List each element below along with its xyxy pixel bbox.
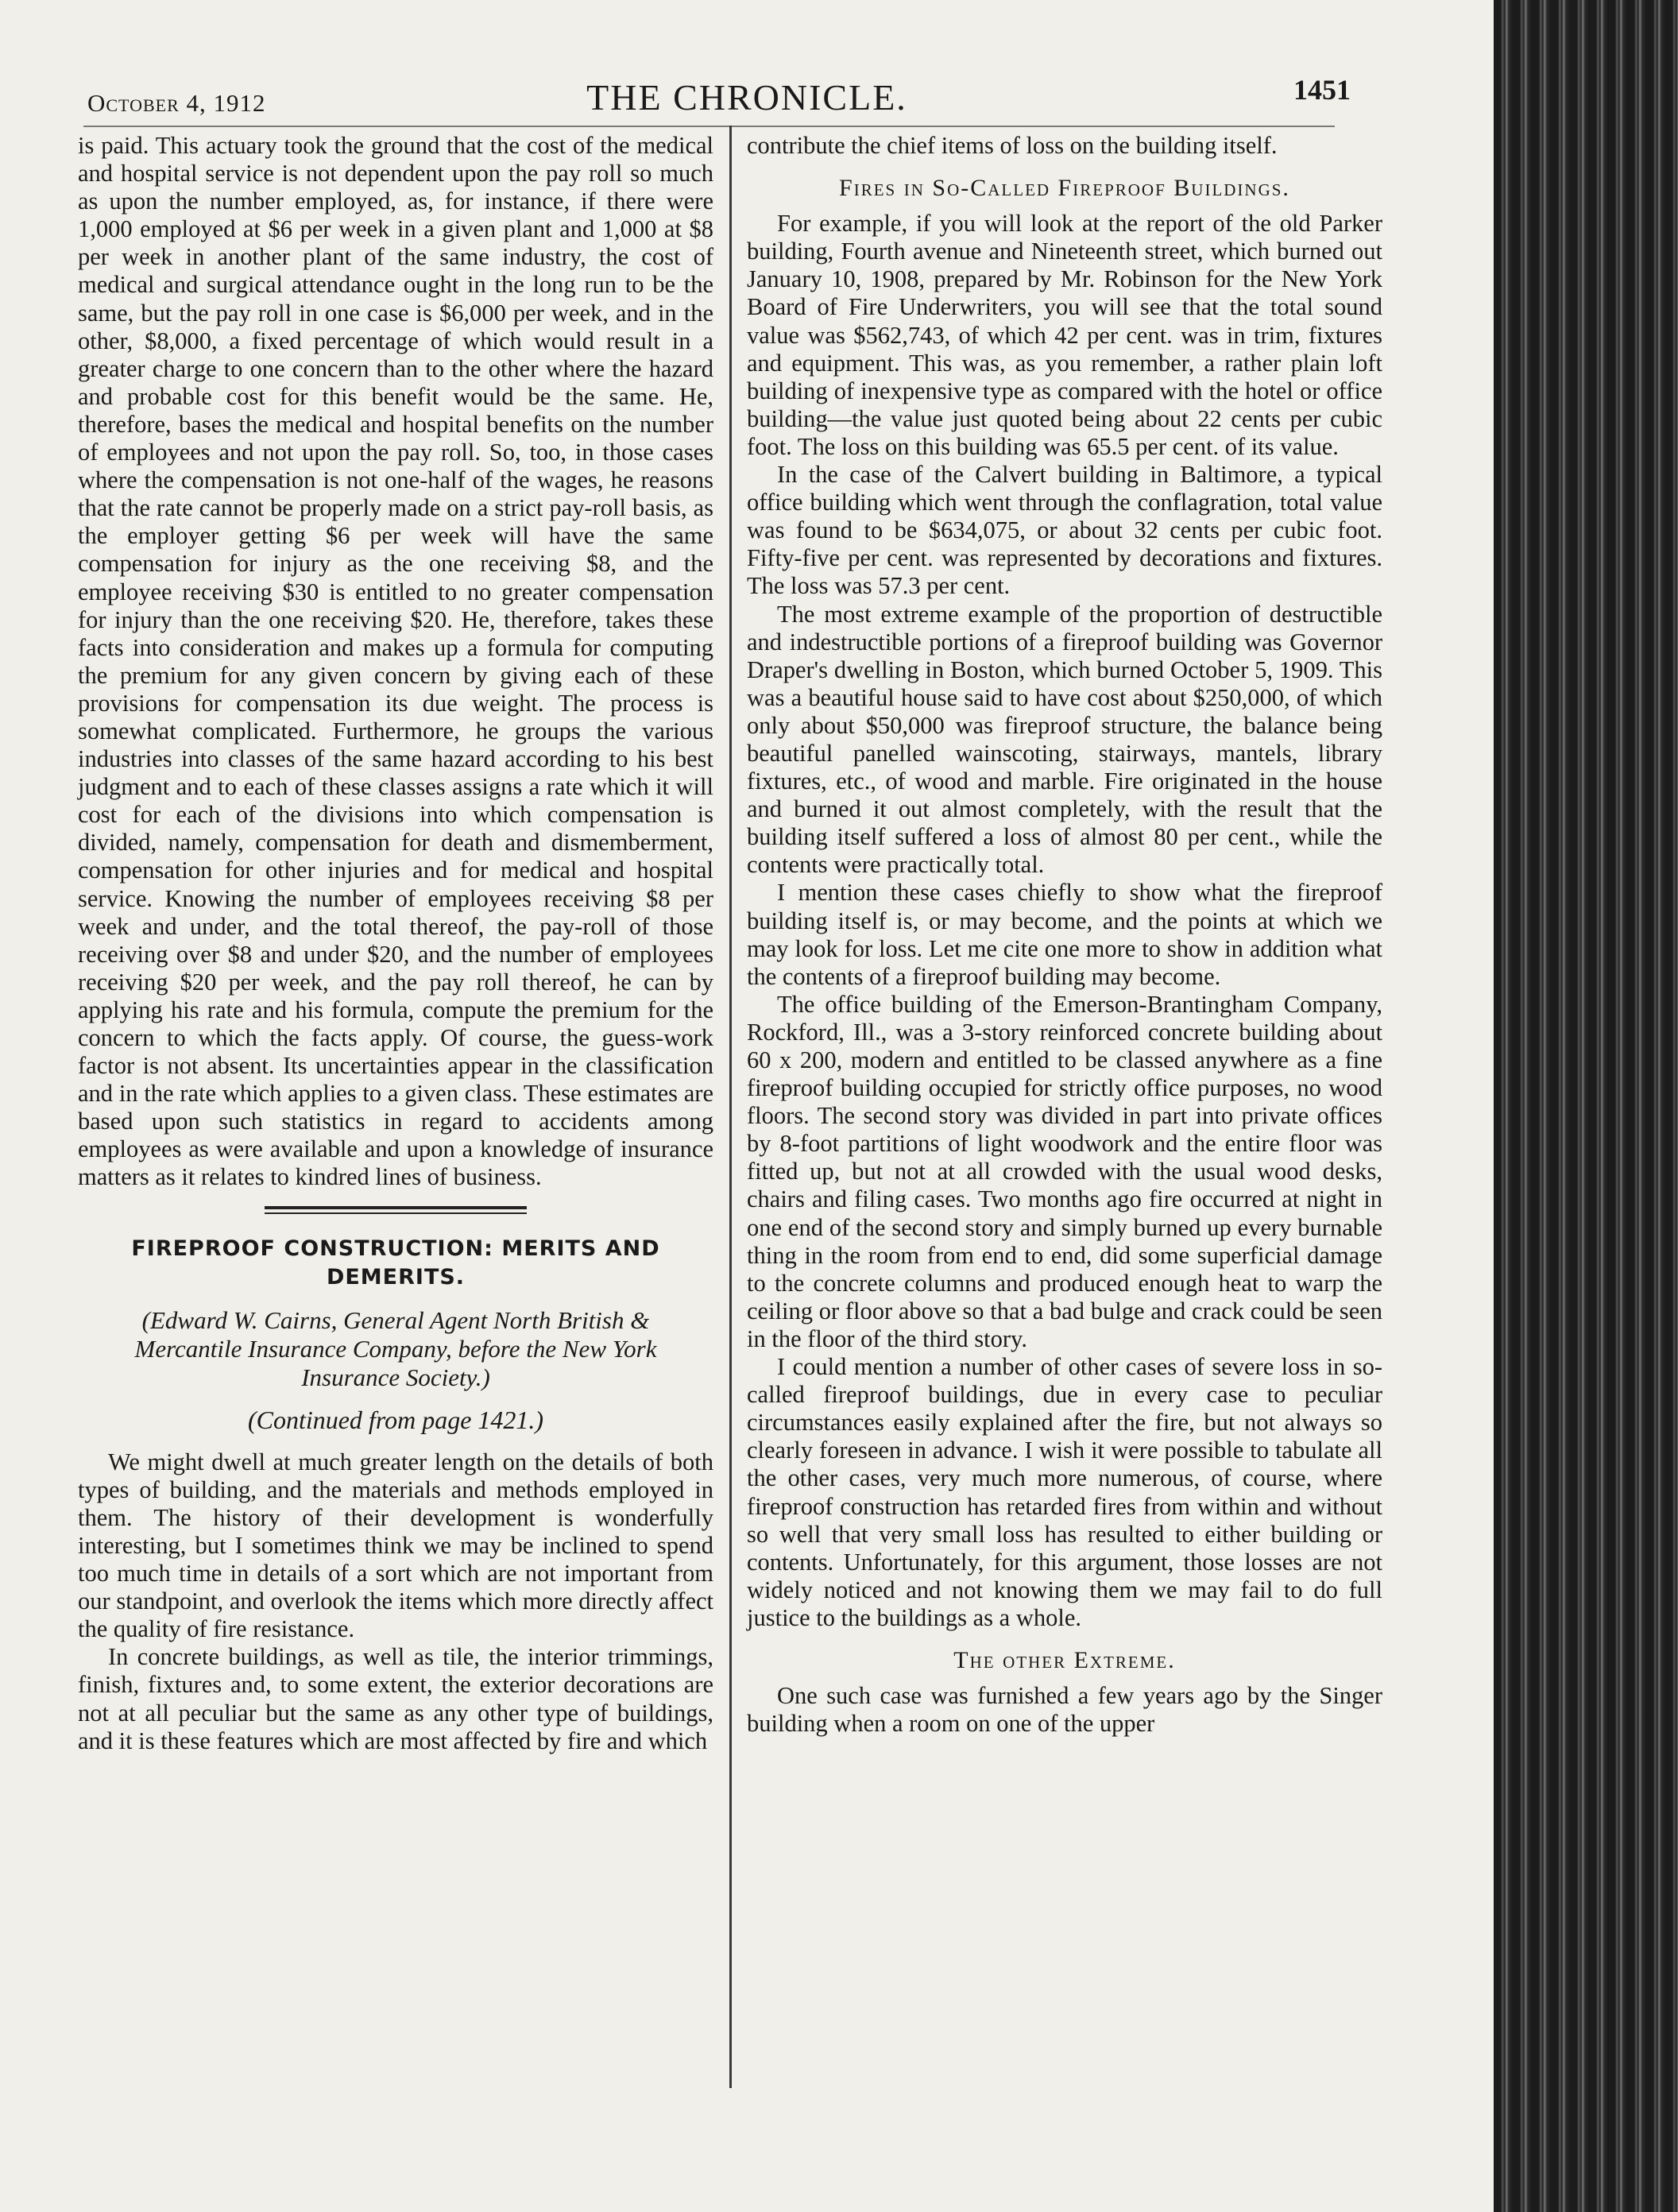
- header-rule: [83, 126, 1335, 127]
- page-header: [0, 73, 1494, 121]
- header-page-number: 1451: [1293, 74, 1351, 106]
- header-date: October 4, 1912: [87, 89, 266, 117]
- article-paragraph: I could mention a number of other cases of severe loss in so-called fireproof buildings, due in every case to peculiar circumstances easily explained after the fire, but not always so clearly foreseen in advance. I wish it were possible to tabulate all the other cases, very much more numerous, of course, where fireproof construction has retarded fires from within and without so well that very small loss has resulted to either building or contents. Unfortunately, for this argument, those losses are not widely noticed and not knowing them we may fail to do full justice to the buildings as a whole.: [747, 1353, 1382, 1631]
- header-title: THE CHRONICLE.: [586, 77, 907, 118]
- article-paragraph: In concrete buildings, as well as tile, the interior trimmings, finish, fixtures and, to some extent, the exterior decorations are not at all peculiar but the same as any other type of buildings, and it is these features which are most affected by fire and which: [78, 1643, 713, 1754]
- article-paragraph: I mention these cases chiefly to show what the fireproof building itself is, or may become, and the points at which we may look for loss. Let me cite one more to show in addition what the contents of a fireproof building may become.: [747, 879, 1382, 990]
- article-paragraph: One such case was furnished a few years ago by the Singer building when a room on one of the upper: [747, 1682, 1382, 1738]
- book-binding-edge: [1494, 0, 1678, 2212]
- right-column: [747, 132, 1382, 1738]
- article-paragraph: The office building of the Emerson-Brantingham Company, Rockford, Ill., was a 3-story reinforced concrete building about 60 x 200, modern and entitled to be classed anywhere as a fine fireproof building occupied for strictly office purposes, no wood floors. The second story was divided in part into private offices by 8-foot partitions of light woodwork and the entire floor was fitted up, but not at all crowded with the usual wood desks, chairs and filing cases. Two months ago fire occurred at night in one end of the second story and simply burned up every burnable thing in the room from end to end, did some superficial damage to the concrete columns and produced enough heat to warp the ceiling or floor above so that a bad bulge and crack could be seen in the floor of the third story.: [747, 990, 1382, 1352]
- subheading: Fires in So-Called Fireproof Buildings.: [839, 175, 1290, 202]
- article-paragraph: We might dwell at much greater length on the details of both types of building, and the materials and methods employed in them. The history of their development is wonderfully interesting, but I sometimes think we may be inclined to spend too much time in details of a sort which are not important from our standpoint, and overlook the items which more directly affect the quality of fire resistance.: [78, 1448, 713, 1643]
- left-column: [78, 132, 713, 1755]
- article-paragraph: In the case of the Calvert building in Baltimore, a typical office building which went through the conflagration, total value was found to be $634,075, or about 32 cents per cubic foot. Fifty-five per cent. was represented by decorations and fixtures. The loss was 57.3 per cent.: [747, 461, 1382, 600]
- article-paragraph: contribute the chief items of loss on the building itself.: [747, 132, 1278, 159]
- article-byline: (Edward W. Cairns, General Agent North British & Mercantile Insurance Company, before the New York Insurance Society.): [134, 1305, 657, 1391]
- subheading: The other Extreme.: [953, 1646, 1176, 1673]
- section-rule: [265, 1212, 527, 1214]
- column-divider: [729, 126, 732, 2088]
- article-paragraph: is paid. This actuary took the ground that the cost of the medical and hospital service is not dependent upon the pay roll so much as upon the number employed, as, for instance, if there were 1,000 employed at $6 per week in a given plant and 1,000 at $8 per week in another plant of the same industry, the cost of medical and surgical attendance ought in the long run to be the same, but the pay roll in one case is $6,000 per week, and in the other, $8,000, a fixed percentage of which would result in a greater charge to one concern than to the other where the hazard and probable cost for this benefit would be the same. He, therefore, bases the medical and hospital benefits on the number of employees and not upon the pay roll. So, too, in those cases where the compensation is not one-half of the wages, he reasons that the rate cannot be properly made on a strict pay-roll basis, as the employer getting $6 per week will have the same compensation for injury as the one receiving $8, and the employee receiving $30 is entitled to no greater compensation for injury than the one receiving $20. He, therefore, takes these facts into consideration and makes up a formula for computing the premium for any given concern by giving each of these provisions for compensation its due weight. The process is somewhat complicated. Furthermore, he groups the various industries into classes of the same hazard according to his best judgment and to each of these classes assigns a rate which it will cost for each of the divisions into which compensation is divided, namely, compensation for death and dismemberment, compensation for other injuries and for medical and hospital service. Knowing the number of employees receiving $8 per week and under, and the total thereof, the pay-roll of those receiving over $8 and under $20, and the number of employees receiving $20 per week, and the pay roll thereof, he can by applying his rate and his formula, compute the premium for the concern to which the facts apply. Of course, the guess-work factor is not absent. Its uncertainties appear in the classification and in the rate which applies to a given class. These estimates are based upon such statistics in regard to accidents among employees as were available and upon a knowledge of insurance matters as it relates to kindred lines of business.: [78, 132, 713, 1191]
- article-paragraph: The most extreme example of the proportion of destructible and indestructible portions of a fireproof building was Governor Draper's dwelling in Boston, which burned October 5, 1909. This was a beautiful house said to have cost about $250,000, of which only about $50,000 was fireproof structure, the balance being beautiful panelled wainscoting, stairways, mantels, library fixtures, etc., of wood and marble. Fire originated in the house and burned it out almost completely, with the result that the building itself suffered a loss of almost 80 per cent., while the contents were practically total.: [747, 600, 1382, 879]
- article-paragraph: For example, if you will look at the report of the old Parker building, Fourth avenue and Nineteenth street, which burned out January 10, 1908, prepared by Mr. Robinson for the New York Board of Fire Underwriters, you will see that the total sound value was $562,743, of which 42 per cent. was in trim, fixtures and equipment. This was, as you remember, a rather plain loft building of inexpensive type as compared with the hotel or office building—the value just quoted being about 22 cents per cubic foot. The loss on this building was 65.5 per cent. of its value.: [747, 210, 1382, 460]
- section-title: FIREPROOF CONSTRUCTION: MERITS AND DEMERITS.: [131, 1236, 660, 1290]
- section-rule: [265, 1206, 527, 1209]
- continued-note: (Continued from page 1421.): [247, 1405, 544, 1434]
